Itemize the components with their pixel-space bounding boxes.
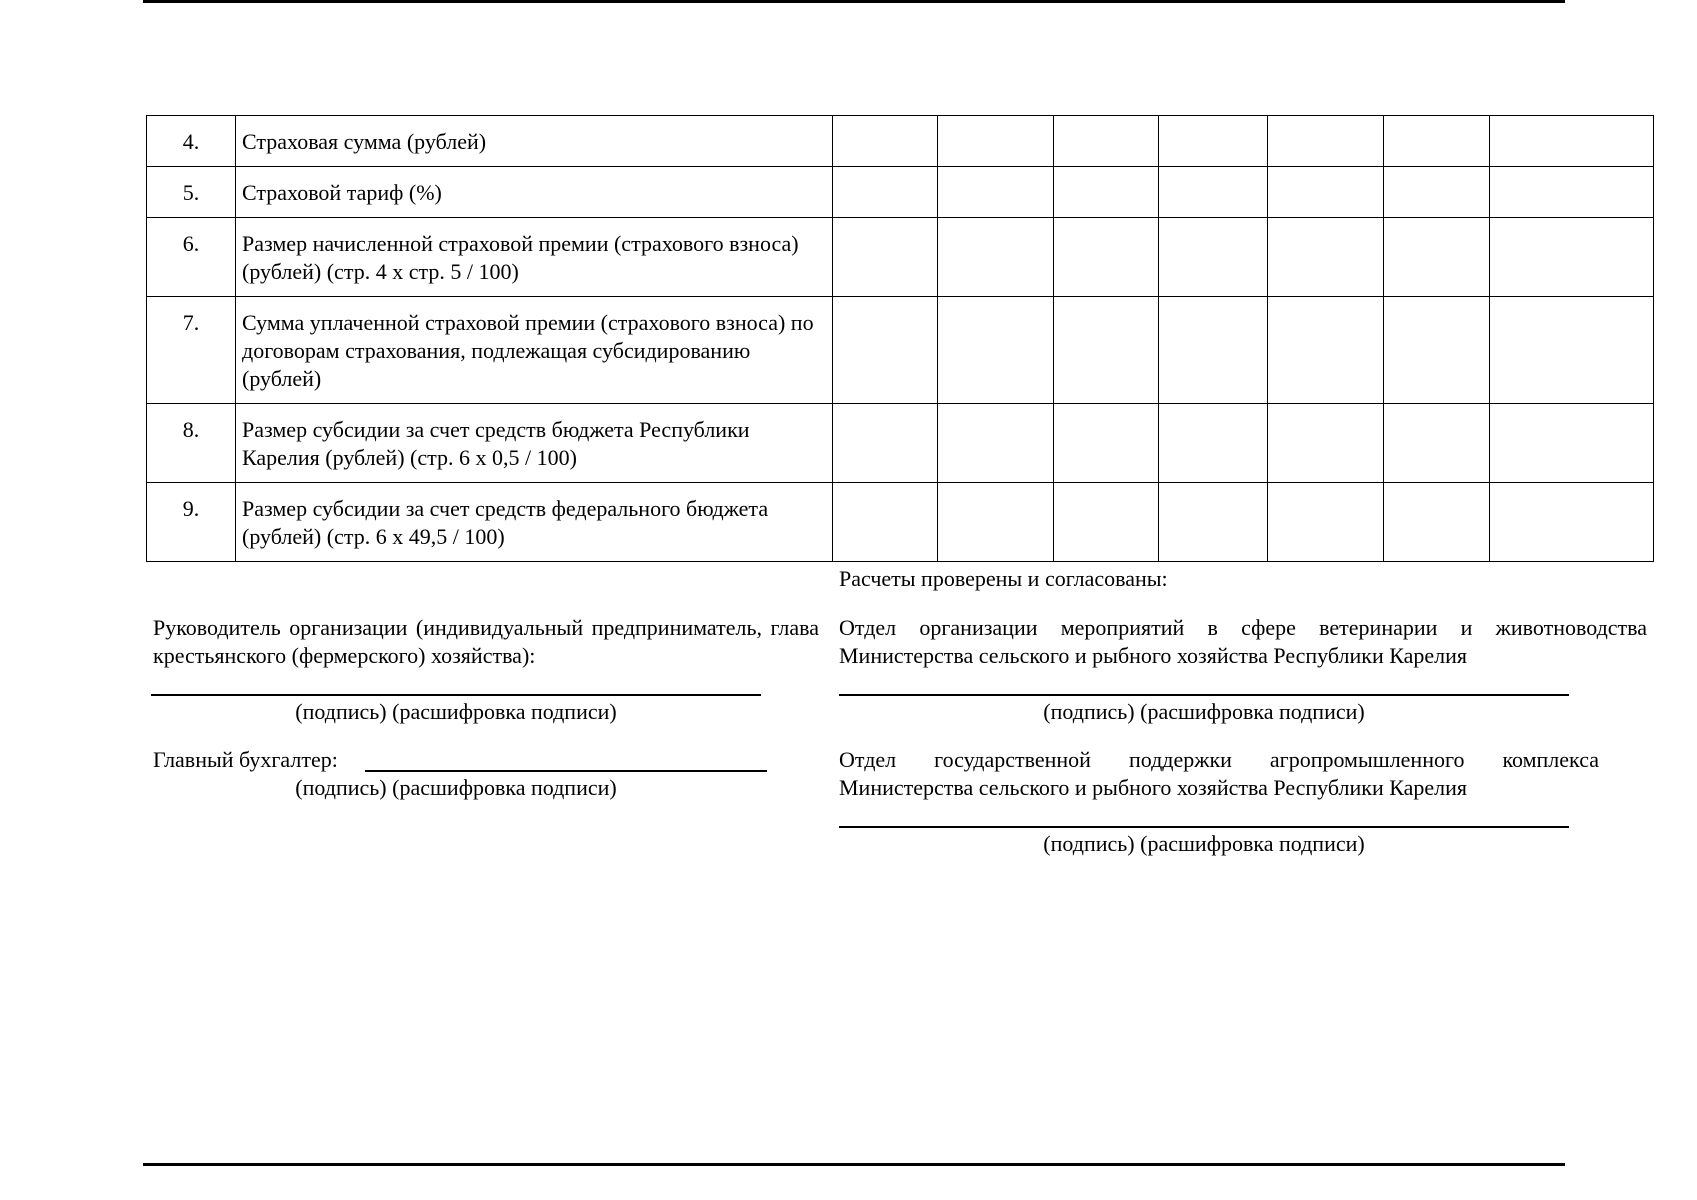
value-cell[interactable] — [1268, 116, 1384, 167]
table-row — [147, 167, 1654, 218]
approval-heading: Расчеты проверены и согласованы: — [839, 566, 1168, 591]
dept1-signature-line[interactable] — [839, 694, 1569, 696]
value-cell[interactable] — [833, 483, 938, 562]
value-cell[interactable] — [1490, 167, 1654, 218]
value-cell[interactable] — [1490, 483, 1654, 562]
top-border-rule — [143, 0, 1565, 3]
value-cell[interactable] — [1268, 167, 1384, 218]
value-cell[interactable] — [1054, 218, 1159, 297]
row-number: 8. — [147, 404, 236, 483]
value-cell[interactable] — [1490, 297, 1654, 404]
row-label: Размер субсидии за счет средств бюджета Республики Карелия (рублей) (стр. 6 х 0,5 / 100) — [236, 404, 833, 483]
table-row — [147, 116, 1654, 167]
dept2-signature-caption: (подпись) (расшифровка подписи) — [1043, 831, 1365, 856]
value-cell[interactable] — [833, 297, 938, 404]
value-cell[interactable] — [833, 167, 938, 218]
row-label: Страховой тариф (%) — [236, 167, 833, 218]
value-cell[interactable] — [833, 404, 938, 483]
row-label: Страховая сумма (рублей) — [236, 116, 833, 167]
value-cell[interactable] — [1384, 116, 1490, 167]
row-label: Размер субсидии за счет средств федерального бюджета (рублей) (стр. 6 х 49,5 / 100) — [236, 483, 833, 562]
bottom-border-rule — [143, 1163, 1565, 1166]
value-cell[interactable] — [1490, 116, 1654, 167]
value-cell[interactable] — [1384, 297, 1490, 404]
row-label: Размер начисленной страховой премии (страхового взноса) (рублей) (стр. 4 х стр. 5 / 100) — [236, 218, 833, 297]
value-cell[interactable] — [938, 404, 1054, 483]
dept1-text: Отдел организации мероприятий в сфере ветеринарии и животноводства Министерства сельского и рыбного хозяйства Республики Карелия — [839, 615, 1647, 668]
value-cell[interactable] — [938, 218, 1054, 297]
table-row — [147, 218, 1654, 297]
value-cell[interactable] — [1268, 297, 1384, 404]
value-cell[interactable] — [938, 297, 1054, 404]
value-cell[interactable] — [1159, 116, 1268, 167]
row-number: 4. — [147, 116, 236, 167]
value-cell[interactable] — [1384, 483, 1490, 562]
table-row — [147, 297, 1654, 404]
row-number: 5. — [147, 167, 236, 218]
value-cell[interactable] — [1159, 297, 1268, 404]
value-cell[interactable] — [938, 116, 1054, 167]
value-cell[interactable] — [1268, 404, 1384, 483]
table-row — [147, 483, 1654, 562]
chief-accountant-label: Главный бухгалтер: — [153, 747, 338, 772]
head-of-organization-text: Руководитель организации (индивидуальный предприниматель, глава крестьянского (фермерского) хозяйства): — [153, 615, 819, 668]
row-number: 9. — [147, 483, 236, 562]
accountant-signature-line[interactable] — [365, 770, 767, 772]
value-cell[interactable] — [1054, 483, 1159, 562]
value-cell[interactable] — [833, 116, 938, 167]
value-cell[interactable] — [1268, 483, 1384, 562]
value-cell[interactable] — [1054, 297, 1159, 404]
value-cell[interactable] — [1054, 404, 1159, 483]
head-signature-caption: (подпись) (расшифровка подписи) — [295, 699, 617, 724]
value-cell[interactable] — [938, 167, 1054, 218]
value-cell[interactable] — [1054, 116, 1159, 167]
value-cell[interactable] — [1054, 167, 1159, 218]
value-cell[interactable] — [1490, 404, 1654, 483]
value-cell[interactable] — [1159, 167, 1268, 218]
calculation-table — [146, 115, 1654, 562]
value-cell[interactable] — [938, 483, 1054, 562]
value-cell[interactable] — [1159, 218, 1268, 297]
accountant-signature-caption: (подпись) (расшифровка подписи) — [295, 775, 617, 800]
value-cell[interactable] — [1384, 404, 1490, 483]
value-cell[interactable] — [1384, 218, 1490, 297]
dept2-signature-line[interactable] — [839, 826, 1569, 828]
value-cell[interactable] — [1159, 404, 1268, 483]
row-label: Сумма уплаченной страховой премии (страхового взноса) по договорам страхования, подлежащая субсидированию (рублей) — [236, 297, 833, 404]
value-cell[interactable] — [1384, 167, 1490, 218]
dept2-text: Отдел государственной поддержки агропромышленного комплекса Министерства сельского и рыбного хозяйства Республики Карелия — [839, 747, 1599, 800]
table-row — [147, 404, 1654, 483]
row-number: 6. — [147, 218, 236, 297]
dept1-signature-caption: (подпись) (расшифровка подписи) — [1043, 699, 1365, 724]
value-cell[interactable] — [1268, 218, 1384, 297]
value-cell[interactable] — [833, 218, 938, 297]
head-signature-line[interactable] — [151, 694, 761, 696]
row-number: 7. — [147, 297, 236, 404]
value-cell[interactable] — [1159, 483, 1268, 562]
value-cell[interactable] — [1490, 218, 1654, 297]
